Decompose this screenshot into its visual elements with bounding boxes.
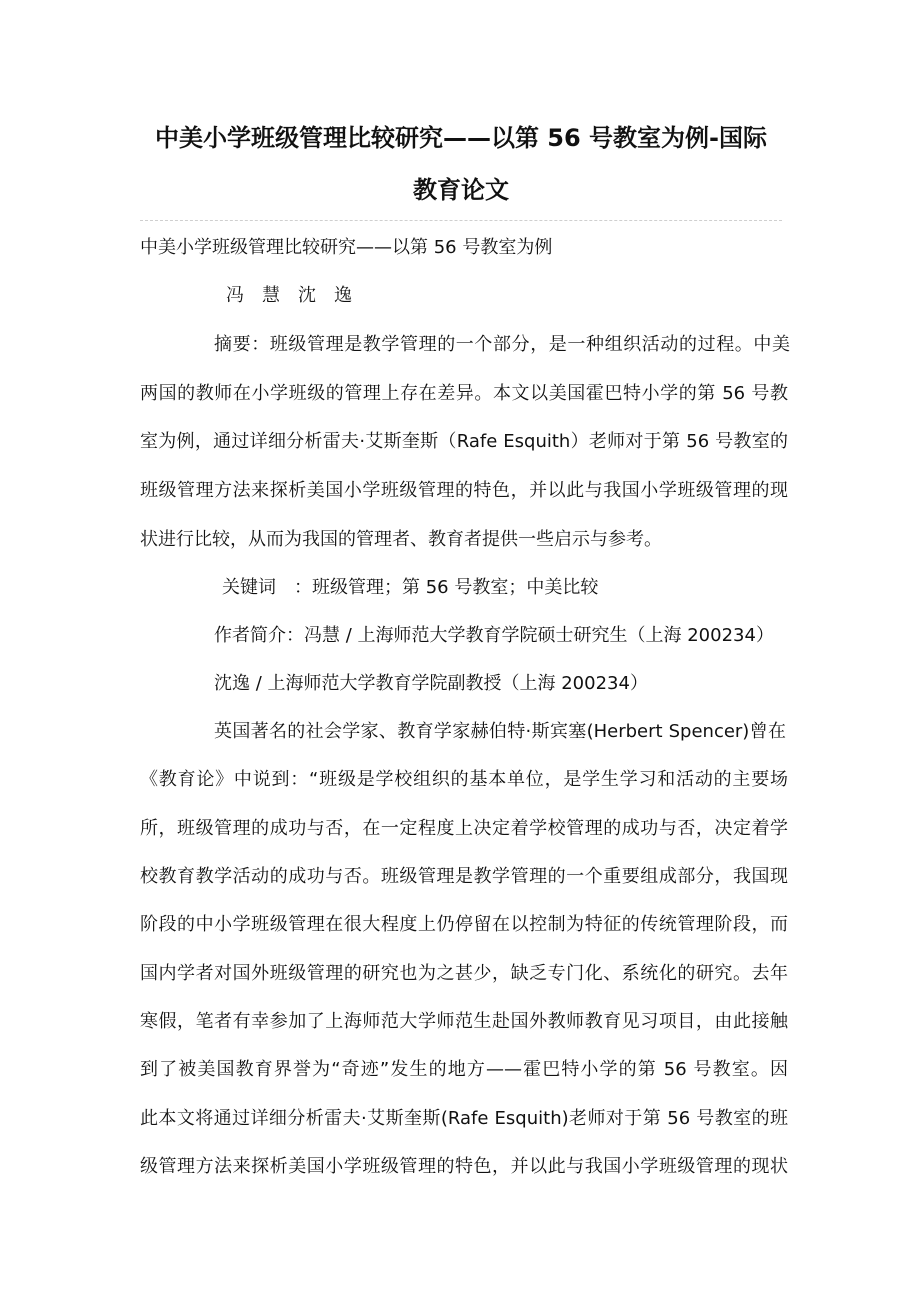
body-line: 国内学者对国外班级管理的研究也为之甚少，缺乏专门化、系统化的研究。去年	[140, 963, 788, 984]
title-line-2: 教育论文	[413, 176, 509, 204]
body-line: 到了被美国教育界誉为“奇迹”发生的地方——霍巴特小学的第 56 号教室。因	[140, 1059, 788, 1080]
abstract-line: 状进行比较，从而为我国的管理者、教育者提供一些启示与参考。	[140, 529, 662, 550]
abstract-line: 室为例，通过详细分析雷夫·艾斯奎斯（Rafe Esquith）老师对于第 56 号教室的	[140, 431, 788, 452]
abstract-line: 班级管理方法来探析美国小学班级管理的特色，并以此与我国小学班级管理的现	[140, 480, 788, 501]
body-line: 级管理方法来探析美国小学班级管理的特色，并以此与我国小学班级管理的现状	[140, 1156, 788, 1177]
document-title	[140, 112, 782, 216]
body-line: 寒假，笔者有幸参加了上海师范大学师范生赴国外教师教育见习项目，由此接触	[140, 1011, 788, 1032]
body-line: 英国著名的社会学家、教育学家赫伯特·斯宾塞(Herbert Spencer)曾在	[214, 721, 786, 742]
abstract-line: 摘要：班级管理是教学管理的一个部分，是一种组织活动的过程。中美	[214, 334, 790, 355]
keywords: 关键词 ：班级管理；第 56 号教室；中美比较	[222, 577, 599, 598]
body-line: 所，班级管理的成功与否，在一定程度上决定着学校管理的成功与否，决定着学	[140, 818, 788, 839]
body-line: 阶段的中小学班级管理在很大程度上仍停留在以控制为特征的传统管理阶段，而	[140, 914, 788, 935]
title-divider	[140, 220, 782, 221]
author-intro-2: 沈逸 / 上海师范大学教育学院副教授（上海 200234）	[214, 673, 648, 694]
body-line: 《教育论》中说到：“班级是学校组织的基本单位，是学生学习和活动的主要场	[140, 769, 788, 790]
author-names: 冯 慧 沈 逸	[226, 285, 352, 306]
body-line: 此本文将通过详细分析雷夫·艾斯奎斯(Rafe Esquith)老师对于第 56 号教室的班	[140, 1108, 788, 1129]
title-line-1: 中美小学班级管理比较研究——以第 56 号教室为例-国际	[154, 124, 768, 152]
abstract-line: 两国的教师在小学班级的管理上存在差异。本文以美国霍巴特小学的第 56 号教	[140, 383, 788, 404]
subtitle: 中美小学班级管理比较研究——以第 56 号教室为例	[140, 237, 553, 258]
body-line: 校教育教学活动的成功与否。班级管理是教学管理的一个重要组成部分，我国现	[140, 866, 788, 887]
author-intro-1: 作者简介：冯慧 / 上海师范大学教育学院硕士研究生（上海 200234）	[214, 625, 774, 646]
